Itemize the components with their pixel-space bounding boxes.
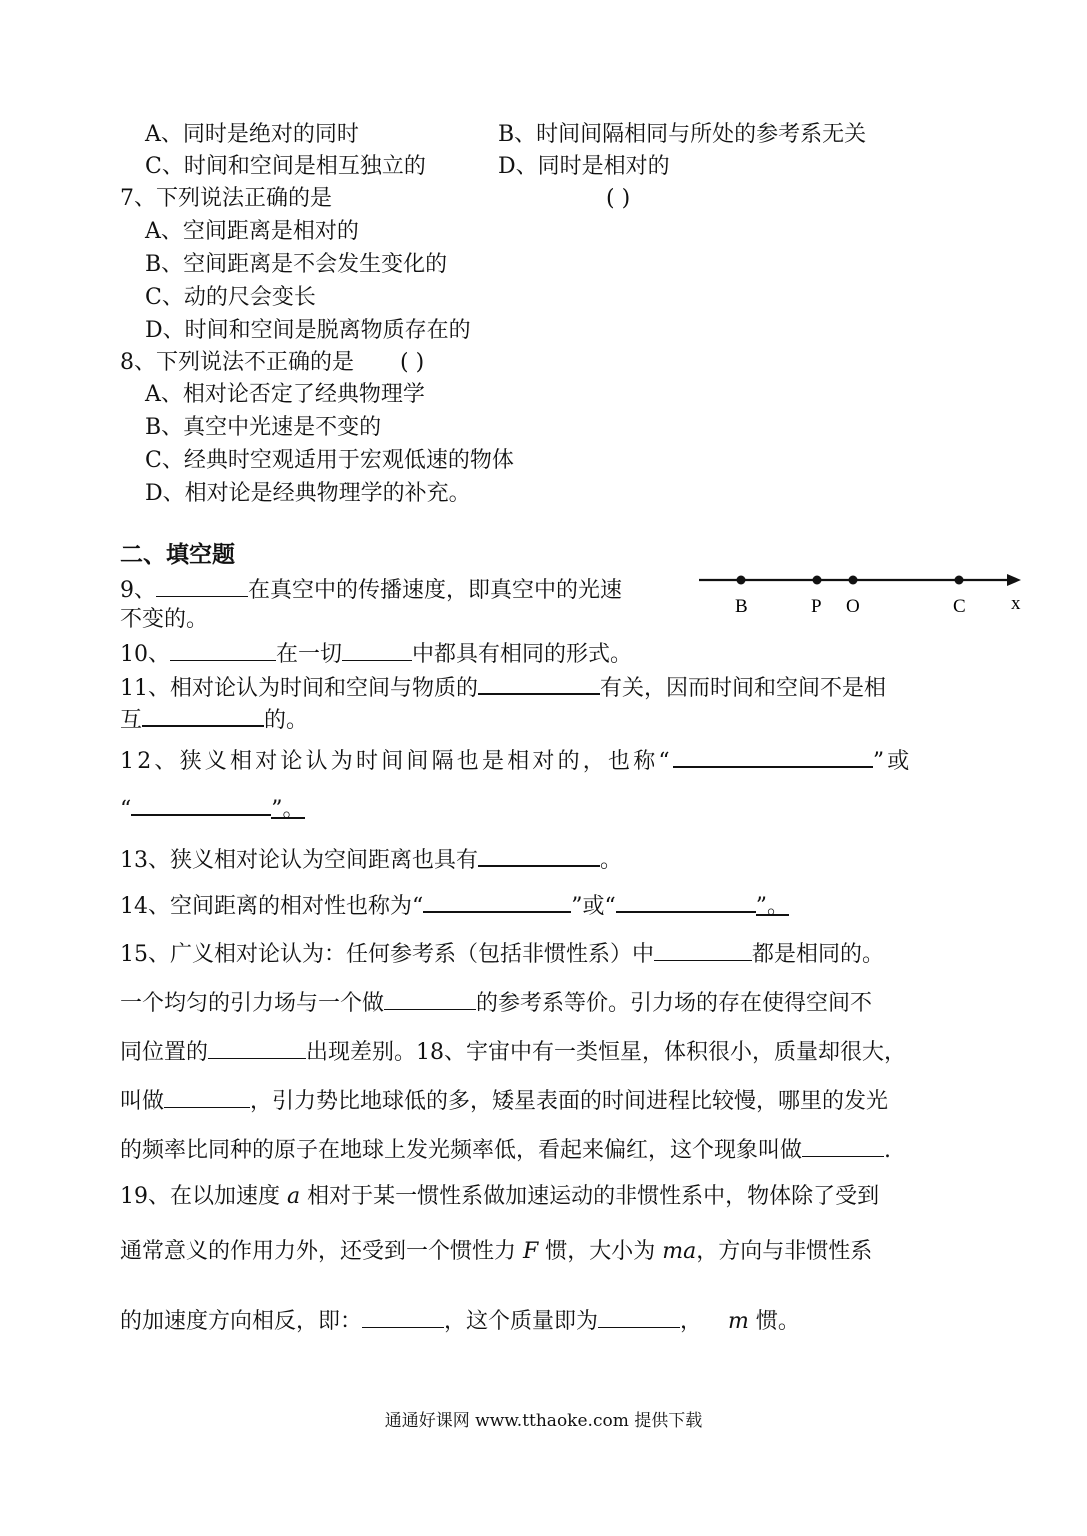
q15-text-5a: 的频率比同种的原子在地球上发光频率低，看起来偏红，这个现象叫做 — [120, 1138, 803, 1163]
q7-option-a: A、空间距离是相对的 — [145, 219, 359, 244]
axis-arrow-icon — [1007, 574, 1021, 586]
q7-option-c: C、动的尺会变长 — [145, 285, 316, 310]
q11-text-a: 11、相对论认为时间和空间与物质的 — [120, 676, 478, 701]
q19-text-3d: 惯。 — [755, 1309, 800, 1334]
q19-text-1a: 19、在以加速度 — [120, 1184, 280, 1209]
q19-line-2 — [120, 1237, 872, 1267]
q9-text-a: 在真空中的传播速度，即真空中的光速 — [248, 578, 623, 603]
q19-text-1b: 相对于某一惯性系做加速运动的非惯性系中，物体除了受到 — [307, 1184, 880, 1209]
label-p: P — [811, 596, 822, 617]
q6-option-b: B、时间间隔相同与所处的参考系无关 — [498, 122, 867, 147]
q12-line-2 — [120, 792, 305, 825]
q19-symbol-m: m — [728, 1309, 749, 1334]
q15-text-4a: 叫做 — [120, 1089, 165, 1114]
q15-text-3a: 同位置的 — [120, 1040, 209, 1065]
q12-blank-2[interactable] — [131, 792, 271, 816]
q8-stem: 8、下列说法不正确的是 — [120, 350, 354, 375]
q13-text-a: 13、狭义相对论认为空间距离也具有 — [120, 848, 478, 873]
q19-text-3b: ，这个质量即为 — [444, 1309, 599, 1334]
q15-blank-4[interactable] — [164, 1085, 250, 1108]
q10-blank-2[interactable] — [342, 638, 412, 661]
q19-text-3a: 的加速度方向相反，即： — [120, 1309, 363, 1334]
q12-text-c: “ — [120, 797, 132, 822]
q15-blank-1[interactable] — [654, 938, 752, 961]
q15-blank-2[interactable] — [384, 987, 476, 1010]
q11-line-2 — [120, 703, 308, 736]
q10-blank-1[interactable] — [170, 638, 276, 661]
q8-option-a: A、相对论否定了经典物理学 — [145, 382, 425, 407]
q7-option-d: D、时间和空间是脱离物质存在的 — [145, 318, 471, 343]
q10-text-a: 在一切 — [276, 642, 343, 667]
number-line-diagram — [695, 566, 1035, 622]
q10-number: 10、 — [120, 642, 170, 667]
q19-blank-2[interactable] — [598, 1305, 680, 1328]
label-c: C — [953, 596, 966, 617]
q9-line-1 — [120, 574, 622, 606]
q19-line-3 — [120, 1305, 800, 1337]
q14-text-b: ”或“ — [571, 894, 616, 919]
q14-line — [120, 889, 789, 922]
q15-text-2a: 一个均匀的引力场与一个做 — [120, 991, 385, 1016]
q15-line-2 — [120, 987, 872, 1019]
q12-text-d: ”。 — [271, 797, 305, 822]
q15-text-2b: 的参考系等价。引力场的存在使得空间不 — [476, 991, 873, 1016]
q7-answer-paren: ( ) — [606, 186, 631, 211]
page-footer: 通通好课网 www.tthaoke.com 提供下载 — [384, 1411, 703, 1431]
q11-text-b: 有关，因而时间和空间不是相 — [600, 676, 887, 701]
point-p-dot — [813, 576, 822, 585]
section-title: 二、填空题 — [120, 542, 235, 568]
q13-text-b: 。 — [600, 848, 623, 873]
q11-line-1 — [120, 671, 886, 704]
q19-text-3c: ， — [680, 1309, 703, 1334]
q13-line — [120, 843, 622, 876]
q9-text-b: 不变的。 — [120, 607, 209, 632]
q8-option-b: B、真空中光速是不变的 — [145, 415, 382, 440]
q15-line-1 — [120, 938, 884, 970]
q6-option-c: C、时间和空间是相互独立的 — [145, 154, 426, 179]
q11-blank-1[interactable] — [478, 671, 600, 695]
q7-stem: 7、下列说法正确的是 — [120, 186, 332, 211]
q15-text-1a: 15、广义相对论认为：任何参考系（包括非惯性系）中 — [120, 942, 654, 967]
q10-text-b: 中都具有相同的形式。 — [412, 642, 633, 667]
q15-line-4 — [120, 1085, 888, 1117]
q14-blank-2[interactable] — [616, 889, 756, 913]
q15-text-1b: 都是相同的。 — [752, 942, 885, 967]
q10-line — [120, 638, 632, 670]
q19-blank-1[interactable] — [362, 1305, 444, 1328]
q19-symbol-f: F — [523, 1239, 539, 1264]
q6-option-a: A、同时是绝对的同时 — [145, 122, 359, 147]
q19-line-1 — [120, 1182, 879, 1212]
q11-blank-2[interactable] — [142, 703, 264, 727]
label-b: B — [735, 596, 748, 617]
q14-blank-1[interactable] — [423, 889, 571, 913]
q7-option-b: B、空间距离是不会发生变化的 — [145, 252, 448, 277]
label-o: O — [846, 596, 860, 617]
q12-text-b: ”或 — [872, 749, 913, 774]
q14-text-a: 14、空间距离的相对性也称为“ — [120, 894, 424, 919]
label-x: x — [1011, 593, 1021, 614]
q12-line-1 — [120, 744, 913, 777]
q15-text-4b: ，引力势比地球低的多，矮星表面的时间进程比较慢，哪里的发光 — [250, 1089, 889, 1114]
q9-number: 9、 — [120, 578, 156, 603]
q9-blank[interactable] — [156, 574, 248, 597]
q8-option-c: C、经典时空观适用于宏观低速的物体 — [145, 448, 514, 473]
q14-text-c: ”。 — [755, 894, 789, 919]
q8-answer-paren: ( ) — [400, 350, 425, 375]
point-b-dot — [737, 576, 746, 585]
q12-blank-1[interactable] — [673, 744, 873, 768]
q11-text-d: 的。 — [264, 708, 309, 733]
q13-blank[interactable] — [478, 843, 600, 867]
q19-text-2b: 惯，大小为 — [545, 1239, 656, 1264]
q15-blank-3[interactable] — [208, 1036, 306, 1059]
q11-text-c: 互 — [120, 708, 143, 733]
q19-symbol-a: a — [287, 1184, 301, 1209]
q6-option-d: D、同时是相对的 — [498, 154, 670, 179]
q19-symbol-ma: ma — [662, 1239, 697, 1264]
point-o-dot — [849, 576, 858, 585]
q8-option-d: D、相对论是经典物理学的补充。 — [145, 481, 471, 506]
q15-blank-5[interactable] — [802, 1134, 884, 1157]
q19-text-2c: ，方向与非惯性系 — [696, 1239, 873, 1264]
q15-line-5 — [120, 1134, 891, 1166]
point-c-dot — [955, 576, 964, 585]
q15-text-3b: 出现差别。18、宇宙中有一类恒星，体积很小，质量却很大， — [306, 1040, 907, 1065]
q15-line-3 — [120, 1036, 906, 1068]
q15-text-5b: . — [884, 1138, 892, 1163]
q12-text-a: 12、狭义相对论认为时间间隔也是相对的，也称“ — [120, 749, 673, 774]
q19-text-2a: 通常意义的作用力外，还受到一个惯性力 — [120, 1239, 517, 1264]
